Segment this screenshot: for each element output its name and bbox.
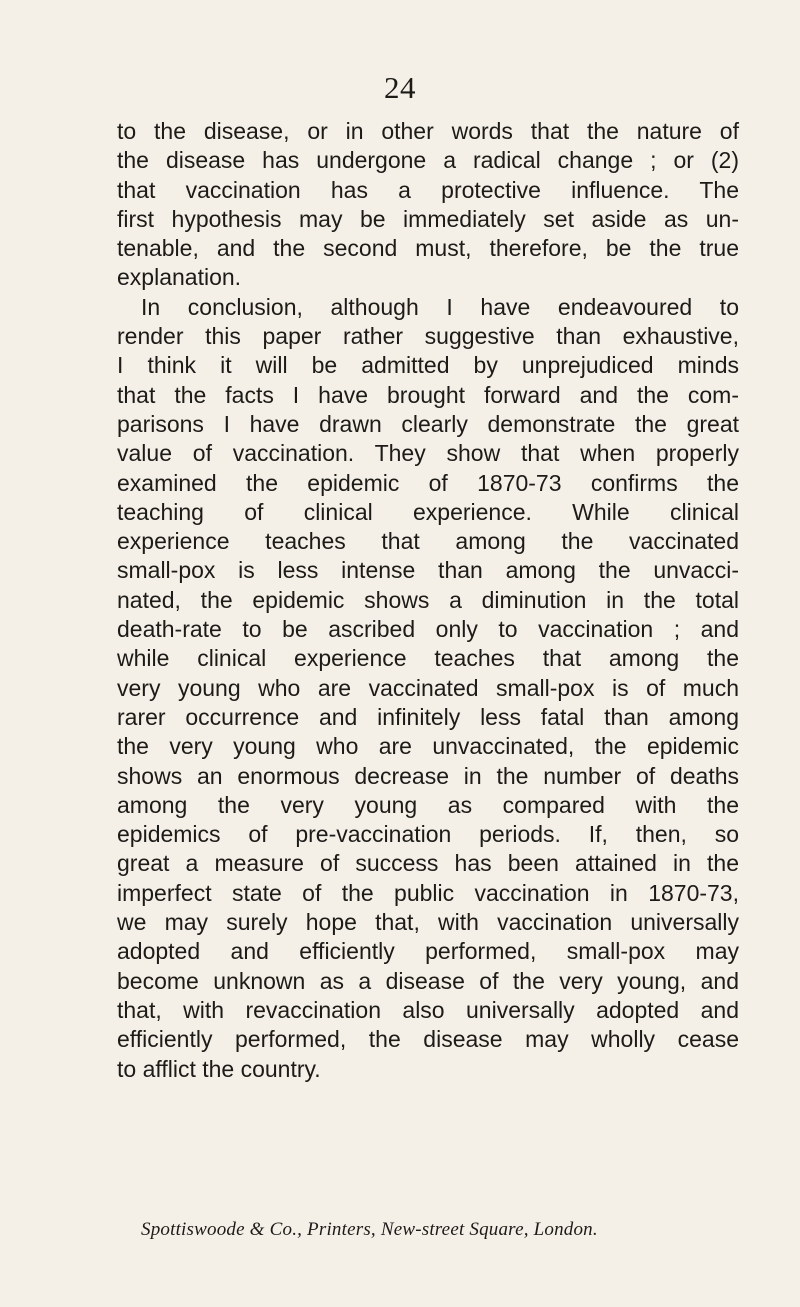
text-line: the very young who are unvaccinated, the epidemic xyxy=(117,733,739,760)
text-line: adopted and efficiently performed, small-pox may xyxy=(117,938,739,965)
printer-imprint: Spottiswoode & Co., Printers, New-street Square, London. xyxy=(141,1219,598,1240)
text-line: that the facts I have brought forward and the com- xyxy=(117,381,739,408)
text-line: experience teaches that among the vaccinated xyxy=(117,528,739,555)
text-line: to afflict the country. xyxy=(117,1055,321,1082)
text-line: shows an enormous decrease in the number of deaths xyxy=(117,762,739,789)
text-line: become unknown as a disease of the very young, and xyxy=(117,967,739,994)
text-line: the disease has undergone a radical change ; or (2) xyxy=(117,147,739,174)
text-line: very young who are vaccinated small-pox is of much xyxy=(117,674,739,701)
text-line: parisons I have drawn clearly demonstrate the great xyxy=(117,410,739,437)
text-line: great a measure of success has been attained in the xyxy=(117,850,739,877)
page-number: 24 xyxy=(384,70,416,105)
text-line: while clinical experience teaches that among the xyxy=(117,645,739,672)
text-line: imperfect state of the public vaccination in 1870-73, xyxy=(117,879,739,906)
body-text xyxy=(117,117,739,1084)
text-line: we may surely hope that, with vaccination universally xyxy=(117,909,739,936)
text-line: examined the epidemic of 1870-73 confirms the xyxy=(117,469,739,496)
text-line: efficiently performed, the disease may wholly cease xyxy=(117,1026,739,1053)
text-line: that, with revaccination also universally adopted and xyxy=(117,996,739,1023)
text-line: explanation. xyxy=(117,264,242,291)
text-line: epidemics of pre-vaccination periods. If, then, so xyxy=(117,821,739,848)
text-line: tenable, and the second must, therefore, be the true xyxy=(117,235,739,262)
text-line: among the very young as compared with the xyxy=(117,791,739,818)
text-line: small-pox is less intense than among the unvacci- xyxy=(117,557,739,584)
text-line: nated, the epidemic shows a diminution in the total xyxy=(117,586,739,613)
text-line: death-rate to be ascribed only to vaccination ; and xyxy=(117,616,739,643)
text-line: that vaccination has a protective influence. The xyxy=(117,176,739,203)
text-line: first hypothesis may be immediately set aside as un- xyxy=(117,205,739,232)
text-line: teaching of clinical experience. While clinical xyxy=(117,498,739,525)
text-line: In conclusion, although I have endeavoured to xyxy=(141,293,739,320)
text-line: render this paper rather suggestive than exhaustive, xyxy=(117,323,739,350)
text-line: to the disease, or in other words that the nature of xyxy=(117,118,739,144)
text-line: value of vaccination. They show that when properly xyxy=(117,440,739,467)
text-line: rarer occurrence and infinitely less fatal than among xyxy=(117,703,739,730)
text-line: I think it will be admitted by unprejudiced minds xyxy=(117,352,739,379)
